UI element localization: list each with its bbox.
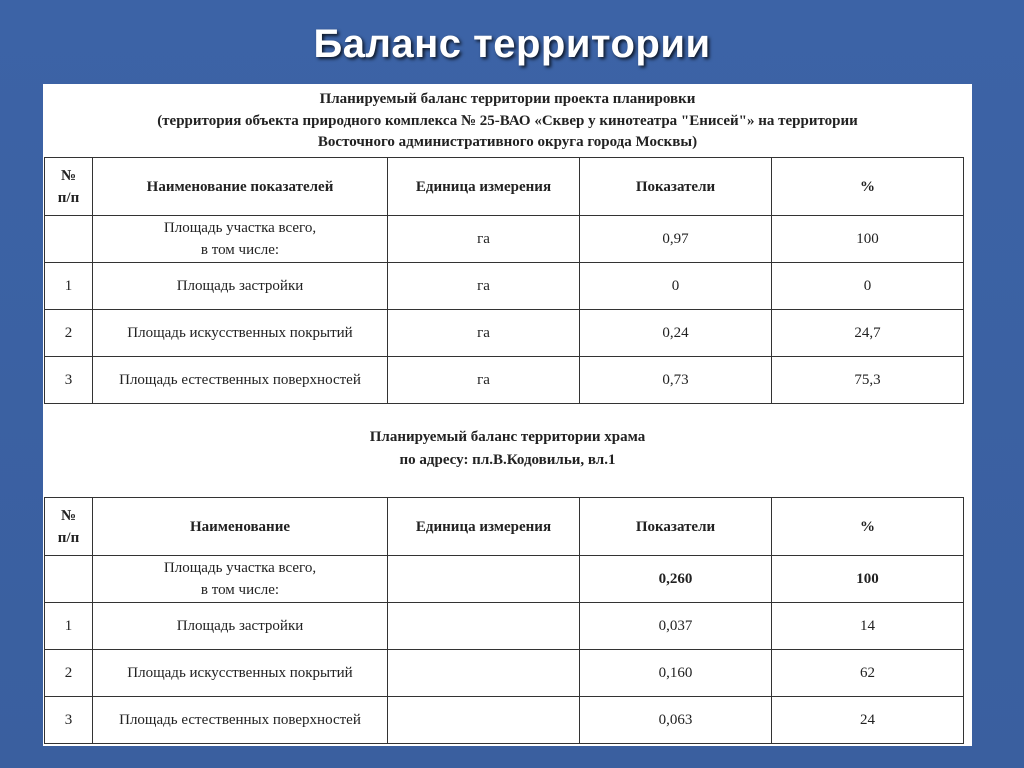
row-name xyxy=(93,216,388,263)
column-header-unit: Единица измерения xyxy=(388,498,580,556)
table-row xyxy=(45,603,964,650)
table-row xyxy=(45,650,964,697)
table-row xyxy=(45,556,964,603)
row-name: Площадь искусственных покрытий xyxy=(93,310,388,357)
table1-heading-line: (территория объекта природного комплекса № 25-ВАО «Сквер у кинотеатра "Енисей"» на территории xyxy=(157,112,858,129)
row-percent: 24 xyxy=(772,697,964,744)
row-percent: 75,3 xyxy=(772,357,964,404)
row-percent: 100 xyxy=(772,556,964,603)
row-name: Площадь естественных поверхностей xyxy=(93,697,388,744)
column-header-number: № п/п xyxy=(45,158,93,216)
row-number: 1 xyxy=(45,603,93,650)
column-header-name: Наименование xyxy=(93,498,388,556)
table-row xyxy=(45,263,964,310)
table-row xyxy=(45,216,964,263)
table-header-row xyxy=(45,498,964,556)
row-unit xyxy=(388,650,580,697)
slide-title: Баланс территории xyxy=(313,22,711,66)
row-percent: 14 xyxy=(772,603,964,650)
row-unit: га xyxy=(388,216,580,263)
document-page xyxy=(43,84,972,746)
row-unit xyxy=(388,603,580,650)
row-value: 0,73 xyxy=(580,357,772,404)
row-unit: га xyxy=(388,310,580,357)
column-header-unit: Единица измерения xyxy=(388,158,580,216)
row-percent: 100 xyxy=(772,216,964,263)
row-unit xyxy=(388,697,580,744)
row-name-line: в том числе: xyxy=(200,582,280,598)
table2-heading-line: Планируемый баланс территории храма xyxy=(369,429,646,445)
row-number xyxy=(45,556,93,603)
column-header-percent: % xyxy=(772,498,964,556)
territory-balance-table xyxy=(44,157,964,404)
row-value: 0,063 xyxy=(580,697,772,744)
row-unit xyxy=(388,556,580,603)
row-value: 0,037 xyxy=(580,603,772,650)
table-row xyxy=(45,357,964,404)
row-name: Площадь застройки xyxy=(93,603,388,650)
column-header-percent: % xyxy=(772,158,964,216)
temple-balance-table xyxy=(44,497,964,744)
table-row xyxy=(45,697,964,744)
row-value: 0,260 xyxy=(580,556,772,603)
table1-heading-line: Восточного административного округа города Москвы) xyxy=(317,134,698,150)
row-percent: 0 xyxy=(772,263,964,310)
column-header-number: № п/п xyxy=(45,498,93,556)
row-value: 0,97 xyxy=(580,216,772,263)
row-number: 2 xyxy=(45,650,93,697)
table2-heading xyxy=(43,426,972,472)
row-number: 3 xyxy=(45,357,93,404)
row-name-line: в том числе: xyxy=(200,242,280,258)
row-name-line: Площадь участка всего, xyxy=(163,220,317,236)
column-header-value: Показатели xyxy=(580,498,772,556)
column-header-name: Наименование показателей xyxy=(93,158,388,216)
row-name: Площадь естественных поверхностей xyxy=(93,357,388,404)
table1-heading xyxy=(43,89,972,154)
row-name xyxy=(93,556,388,603)
table2-heading-line: по адресу: пл.В.Кодовильи, вл.1 xyxy=(399,452,616,468)
row-number: 2 xyxy=(45,310,93,357)
row-number: 3 xyxy=(45,697,93,744)
row-number xyxy=(45,216,93,263)
row-percent: 62 xyxy=(772,650,964,697)
row-unit: га xyxy=(388,357,580,404)
table-header-row xyxy=(45,158,964,216)
table-row xyxy=(45,310,964,357)
row-value: 0,160 xyxy=(580,650,772,697)
row-name-line: Площадь участка всего, xyxy=(163,560,317,576)
row-name: Площадь искусственных покрытий xyxy=(93,650,388,697)
column-header-value: Показатели xyxy=(580,158,772,216)
row-percent: 24,7 xyxy=(772,310,964,357)
row-number: 1 xyxy=(45,263,93,310)
row-name: Площадь застройки xyxy=(93,263,388,310)
table1-heading-line: Планируемый баланс территории проекта планировки xyxy=(319,91,696,107)
row-unit: га xyxy=(388,263,580,310)
row-value: 0 xyxy=(580,263,772,310)
row-value: 0,24 xyxy=(580,310,772,357)
